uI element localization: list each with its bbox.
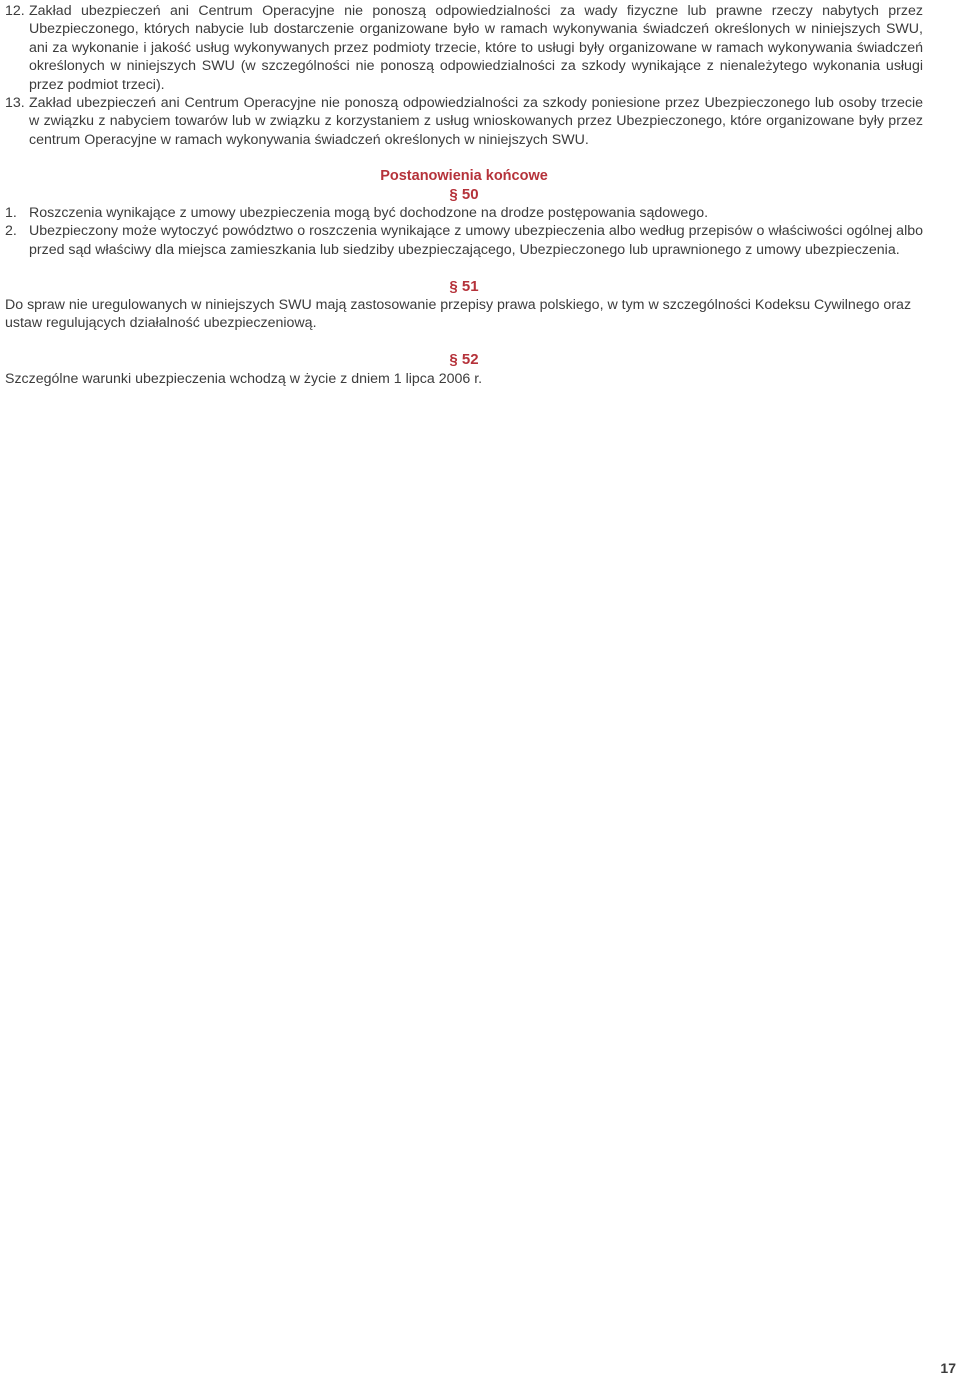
- item-number: 13.: [5, 95, 25, 112]
- paragraph-52-text: Szczególne warunki ubezpieczenia wchodzą w życie z dniem 1 lipca 2006 r.: [5, 370, 483, 387]
- list-item-50-1: [5, 204, 923, 222]
- item-number: 1.: [5, 205, 17, 222]
- item-number: 2.: [5, 223, 17, 240]
- paragraph-51-text: Do spraw nie uregulowanych w niniejszych SWU mają zastosowanie przepisy prawa polskiego, w tym w szczególności Kodeksu Cywilnego oraz ustaw regulujących działalność ubezpieczeniową.: [5, 297, 912, 332]
- page-number: 17: [940, 1360, 956, 1376]
- paragraph-number-52: § 52: [449, 351, 479, 369]
- list-item-50-2: [5, 222, 923, 259]
- section-heading: Postanowienia końcowe: [380, 168, 548, 185]
- item-number: 12.: [5, 3, 25, 19]
- paragraph-number-51: § 51: [449, 277, 479, 295]
- item-text: Ubezpieczony może wytoczyć powództwo o roszczenia wynikające z umowy ubezpieczenia albo według przepisów o właściwości ogólnej albo przed sąd właściwy dla miejsca zamieszkania lub siedziby ubezpieczającego, Ubezpieczonego lub uprawnionego z umowy ubezpieczenia.: [29, 223, 923, 258]
- list-item-12: [5, 2, 923, 94]
- item-text: Zakład ubezpieczeń ani Centrum Operacyjne nie ponoszą odpowiedzialności za szkody poniesione przez Ubezpieczonego lub osoby trzecie w związku z nabyciem towarów lub w związku z korzystaniem z usług wnioskowanych przez Ubezpieczonego, które organizowane były przez centrum Operacyjne w ramach wykonywania świadczeń określonych w niniejszych SWU.: [29, 95, 923, 148]
- item-text: Roszczenia wynikające z umowy ubezpieczenia mogą być dochodzone na drodze postępowania sądowego.: [29, 205, 709, 222]
- document-body: [5, 2, 923, 388]
- list-item-13: [5, 94, 923, 149]
- item-text: Zakład ubezpieczeń ani Centrum Operacyjne nie ponoszą odpowiedzialności za wady fizyczne lub prawne rzeczy nabytych przez Ubezpieczonego, których nabycie lub dostarczenie organizowane było w ramach wykonywania świadczeń określonych w niniejszych SWU, ani za wykonanie i jakość usług wykonywanych przez podmioty trzecie, które to usługi były organizowane w ramach wykonywania świadczeń określonych w niniejszych SWU (w szczególności nie ponoszą odpowiedzialności za szkody wynikające z nienależytego wykonania usługi przez podmiot trzeci).: [29, 3, 923, 93]
- paragraph-number-50: § 50: [449, 185, 479, 203]
